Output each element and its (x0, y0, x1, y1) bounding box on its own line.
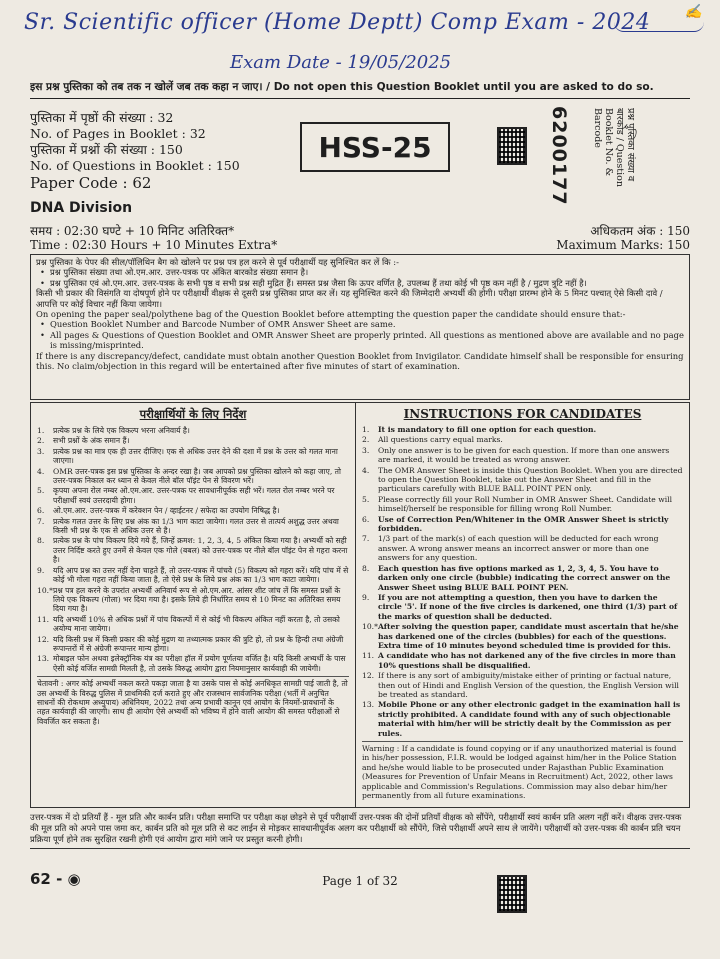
instruction-text: Use of Correction Pen/Whitener in the OMR Answer Sheet is strictly forbidden. (378, 514, 669, 534)
english-instruction-item (362, 700, 683, 738)
english-instruction-item (362, 425, 683, 434)
instruction-number: 1. (362, 425, 370, 434)
instruction-text: यदि अभ्यर्थी 10% से अधिक प्रश्नों में पांच विकल्पों में से कोई भी विकल्प अंकित नहीं करता है, तो उसको अयोग्य माना जायेगा। (53, 614, 340, 634)
instruction-text: The OMR Answer Sheet is inside this Question Booklet. When you are directed to open the Question Booklet, take out the Answer Sheet and fill in the particulars carefully with BLUE BALL POINT PEN only. (378, 465, 683, 494)
booklet-serial-number: 6200177 (548, 106, 570, 206)
instruction-text: यदि आप प्रश्न का उत्तर नहीं देना चाहते हैं, तो उत्तर-पत्रक में पांचवे (5) विकल्प को गहरा करें। यदि पांच में से कोई भी गोला गहरा नहीं किया जाता है, तो ऐसे प्रश्न के लिये प्रश्न अंक का 1/3 भाग काटा जायेगा। (53, 565, 349, 585)
hindi-instruction-item (37, 506, 349, 515)
instruction-text: After solving the question paper, candidate must ascertain that he/she has darkened one of the circles (bubbles) for each of the questions. Extra time of 10 minutes beyond scheduled time is provided for this. (378, 622, 679, 650)
instruction-number: 8. (362, 563, 370, 573)
english-instruction-item (362, 593, 683, 621)
signature-underline (614, 22, 704, 32)
instruction-number: 7. (37, 516, 45, 526)
do-not-open-notice: इस प्रश्न पुस्तिका को तब तक न खोलें जब तक कहा न जाए। / Do not open this Question Booklet until you are asked to do so. (30, 80, 690, 99)
hindi-instruction-item (37, 467, 349, 486)
paper-code: Paper Code : 62 (30, 174, 152, 192)
time-hindi: समय : 02:30 घण्टे + 10 मिनिट अतिरिक्त* (30, 224, 235, 238)
english-instruction-item (362, 651, 683, 670)
time-hindi-row (30, 222, 690, 239)
instruction-text: Please correctly fill your Roll Number in OMR Answer Sheet. Candidate will himself/herself be responsible for filling wrong Roll Number. (378, 494, 672, 514)
pages-english: No. of Pages in Booklet : 32 (30, 126, 206, 141)
instruction-text: मोबाइल फोन अथवा इलेक्ट्रॉनिक यंत्र का परीक्षा हॉल में प्रयोग पूर्णतया वर्जित है। यदि किसी अभ्यर्थी के पास ऐसी कोई वर्जित सामग्री मिलती है, तो उसके विरुद्ध आयोग द्वारा नियमानुसार कार्यवाही की जायेगी। (53, 654, 346, 673)
barcode-icon (497, 127, 527, 165)
time-english-row (30, 238, 690, 252)
instruction-text: सभी प्रश्नों के अंक समान हैं। (53, 436, 130, 446)
hindi-instruction-item (37, 447, 349, 466)
hindi-instruction-item (37, 486, 349, 505)
instruction-number: 13. (362, 700, 375, 710)
instruction-text: प्रश्न पत्र हल करने के उपरांत अभ्यर्थी अनिवार्य रूप से ओ.एम.आर. आंसर शीट जांच लें कि समस्त प्रश्नों के लिये एक विकल्प (गोला) भर दिया गया है। इसके लिये ही निर्धारित समय से 10 मिनट का अतिरिक्त समय दिया गया है। (53, 585, 341, 614)
instruction-number: 2. (362, 435, 370, 445)
preamble-hindi-bullet-1: • प्रश्न पुस्तिका संख्या तथा ओ.एम.आर. उत्तर-पत्रक पर अंकित बारकोड संख्या समान है। (36, 267, 684, 277)
hindi-instruction-item (37, 426, 349, 435)
english-instruction-item (362, 515, 683, 534)
english-instruction-item (362, 622, 683, 650)
instruction-number: 12. (37, 634, 50, 644)
preamble-english-intro: On opening the paper seal/polythene bag of the Question Booklet before attempting the question paper the candidate should ensure that:- (36, 309, 626, 320)
hindi-instruction-item (37, 654, 349, 673)
instruction-text: It is mandatory to fill one option for each question. (378, 425, 597, 434)
instruction-number: 3. (37, 446, 45, 456)
instruction-number: 13. (37, 654, 50, 664)
hindi-instructions-title: परीक्षार्थियों के लिए निर्देश (139, 407, 247, 421)
hindi-instruction-item (37, 586, 349, 614)
english-instructions-title: INSTRUCTIONS FOR CANDIDATES (403, 407, 642, 421)
instruction-number: 6. (37, 506, 45, 516)
english-instruction-item (362, 671, 683, 699)
hindi-instruction-item (37, 615, 349, 634)
preamble-hindi-intro: प्रश्न पुस्तिका के पेपर की सील/पॉलिथिन बैग को खोलने पर प्रश्न पत्र हल करने से पूर्व परीक्षार्थी यह सुनिश्चित कर लें कि :- (36, 257, 399, 267)
max-marks-english: Maximum Marks: 150 (556, 238, 690, 252)
handwritten-exam-date: Exam Date - 19/05/2025 (230, 52, 452, 73)
instruction-text: प्रत्येक प्रश्न के लिये एक विकल्प भरना अनिवार्य है। (53, 426, 190, 435)
english-instruction-item (362, 534, 683, 562)
hindi-instruction-item (37, 436, 349, 445)
max-marks-hindi: अधिकतम अंक : 150 (590, 224, 690, 238)
instruction-text: If you are not attempting a question, then you have to darken the circle '5'. If none of the five circles is darkened, one third (1/3) part of the marks of question shall be deducted. (378, 592, 678, 621)
instruction-text: यदि किसी प्रश्न में किसी प्रकार की कोई मुद्रण या तथ्यात्मक प्रकार की त्रुटि हो, तो प्रश्न के हिन्दी तथा अंग्रेजी रूपान्तरों में से अंग्रेजी रूपान्तर मान्य होगा। (53, 634, 344, 653)
instruction-number: 6. (362, 514, 370, 524)
instruction-number: 11. (37, 614, 50, 624)
instruction-text: A candidate who has not darkened any of the five circles in more than 10% questions shall be disqualified. (378, 651, 676, 670)
instruction-text: प्रत्येक प्रश्न का मात्र एक ही उत्तर दीजिए। एक से अधिक उत्तर देने की दशा में प्रश्न के उत्तर को गलत माना जाएगा। (53, 446, 338, 466)
instruction-text: Only one answer is to be given for each question. If more than one answers are marked, it would be treated as wrong answer. (378, 445, 670, 465)
preamble-english-bullet-1: • Question Booklet Number and Barcode Number of OMR Answer Sheet are same. (36, 319, 684, 329)
instruction-number: 9. (362, 592, 370, 602)
subject-code-box: HSS-25 (300, 122, 450, 172)
instruction-number: 10.* (37, 585, 53, 595)
preamble-box (30, 254, 690, 400)
page-number: Page 1 of 32 (322, 874, 398, 888)
instruction-number: 5. (362, 494, 370, 504)
time-english: Time : 02:30 Hours + 10 Minutes Extra* (30, 238, 278, 252)
handwritten-signature: ✍ (684, 4, 702, 20)
english-instructions-list (362, 425, 683, 738)
instruction-number: 10.* (362, 622, 378, 632)
english-instruction-item (362, 446, 683, 465)
instruction-text: OMR उत्तर-पत्रक इस प्रश्न पुस्तिका के अन्दर रखा है। जब आपको प्रश्न पुस्तिका खोलने को कहा जाए, तो उत्तर-पत्रक निकाल कर ध्यान से केवल नीले बॉल पॉइंट पेन से विवरण भरें। (53, 466, 341, 486)
booklet-info (30, 110, 240, 191)
instruction-number: 11. (362, 651, 375, 661)
questions-english: No. of Questions in Booklet : 150 (30, 158, 240, 173)
hindi-instruction-item (37, 635, 349, 654)
preamble-hindi-note: किसी भी प्रकार की विसंगति या दोषपूर्ण होने पर परीक्षार्थी वीक्षक से दूसरी प्रश्न पुस्तिका प्राप्त कर लें। यह सुनिश्चित करने की जिम्मेदारी अभ्यर्थी की होगी। परीक्षा प्रारम्भ होने के 5 मिनट पश्चात् ऐसे किसी दावे / आपत्ति पर कोई विचार नहीं किया जायेगा। (36, 288, 663, 309)
instruction-number: 8. (37, 536, 45, 546)
hindi-warning: चेतावनी : अगर कोई अभ्यर्थी नकल करते पकड़ा जाता है या उसके पास से कोई अनधिकृत सामग्री पाई जाती है, तो उस अभ्यर्थी के विरुद्ध पुलिस में प्राथमिकी दर्ज कराते हुए और राजस्थान सार्वजनिक परीक्षा (भर्ती में अनुचित साधनों की रोकथाम अध्युपाय) अधिनियम, 2022 तथा अन्य प्रभावी कानून एवं आयोग के नियमों-प्रावधानों के तहत कार्यवाही की जाएगी। साथ ही आयोग ऐसे अभ्यर्थी को भविष्य में होने वाली आयोग की समस्त परीक्षाओं से विवर्जित कर सकता है। (37, 676, 349, 726)
instruction-number: 2. (37, 436, 45, 446)
instructions-columns (30, 402, 690, 808)
instruction-text: प्रत्येक गलत उत्तर के लिए प्रश्न अंक का 1/3 भाग काटा जायेगा। गलत उत्तर से तात्पर्य अशुद्ध उत्तर अथवा किसी भी प्रश्न के एक से अधिक उत्तर से है। (53, 516, 339, 536)
questions-hindi: पुस्तिका में प्रश्नों की संख्या : 150 (30, 142, 183, 157)
booklet-number-label: प्रश्न पुस्तिका संख्या व बारकोड / Question Booklet No. & Barcode (592, 108, 636, 187)
english-warning: Warning : If a candidate is found copying or if any unauthorized material is found in his/her possession, F.I.R. would be lodged against him/her in the Police Station and he/she would liable to be prosecuted under Rajasthan Public Examination (Measures for Prevention of Unfair Means in Recruitment) Act, 2022, other laws applicable and Commission's Regulations. Commission may also debar him/her permanently from all future examinations. (362, 741, 683, 800)
handwritten-exam-title: Sr. Scientific officer (Home Deptt) Comp Exam - 2024 (24, 10, 651, 35)
instruction-number: 1. (37, 426, 45, 435)
hindi-instruction-item (37, 566, 349, 585)
english-instruction-item (362, 466, 683, 494)
instruction-number: 3. (362, 445, 370, 455)
english-instruction-item (362, 435, 683, 444)
hindi-instructions-list (37, 426, 349, 673)
instruction-number: 7. (362, 534, 370, 544)
instruction-number: 4. (362, 465, 370, 475)
instruction-text: Mobile Phone or any other electronic gadget in the examination hall is strictly prohibited. A candidate found with any of such objectionable material with him/her will be strictly dealt by the Commission as per rules. (378, 700, 681, 738)
instruction-text: प्रत्येक प्रश्न के पांच विकल्प दिये गये हैं, जिन्हें क्रमश: 1, 2, 3, 4, 5 अंकित किया गया है। अभ्यर्थी को सही उत्तर निर्दिष्ट करते हुए उनमें से केवल एक गोले (बबल) को उत्तर-पत्रक पर नीले बॉल पॉइंट पेन से गहरा करना है। (53, 536, 348, 565)
instruction-text: All questions carry equal marks. (378, 435, 503, 445)
instruction-number: 9. (37, 565, 45, 575)
instruction-number: 4. (37, 466, 45, 476)
english-instruction-item (362, 495, 683, 514)
preamble-hindi-bullet-2: • प्रश्न पुस्तिका एवं ओ.एम.आर. उत्तर-पत्रक के सभी पृष्ठ व सभी प्रश्न सही मुद्रित हैं। समस्त प्रश्न जैसा कि ऊपर वर्णित है, उपलब्ध हैं तथा कोई भी पृष्ठ कम नहीं है / मुद्रण त्रुटि नहीं है। (36, 278, 684, 288)
preamble-english-bullet-2: • All pages & Questions of Question Booklet and OMR Answer Sheet are properly printed. All questions as mentioned above are available and no page is missing/misprinted. (36, 330, 684, 351)
division-title: DNA Division (30, 200, 133, 216)
preamble-english-note: If there is any discrepancy/defect, candidate must obtain another Question Booklet from Invigilator. Candidate himself shall be responsible for ensuring this. No claim/objection in this regard will be entertained after five minutes of start of examination. (36, 350, 684, 372)
hindi-instruction-item (37, 517, 349, 536)
bottom-barcode-icon (497, 875, 527, 913)
pages-hindi: पुस्तिका में पृष्ठों की संख्या : 32 (30, 110, 174, 125)
hindi-instructions (31, 403, 356, 807)
instruction-number: 5. (37, 486, 45, 496)
carbon-copy-note: उत्तर-पत्रक में दो प्रतियाँ हैं - मूल प्रति और कार्बन प्रति। परीक्षा समाप्ति पर परीक्षा कक्ष छोड़ने से पूर्व परीक्षार्थी उत्तर-पत्रक की दोनों प्रतियाँ वीक्षक को सौंपेंगे, परीक्षार्थी स्वयं कार्बन प्रति अलग नहीं करें। वीक्षक उत्तर-पत्रक की मूल प्रति को अपने पास जमा कर, कार्बन प्रति को मूल प्रति से कट लाईन से मोड़कर सावधानीपूर्वक अलग कर परीक्षार्थी को सौंपेंगे, जिसे परीक्षार्थी अपने साथ ले जायेंगे। परीक्षार्थी को उत्तर-पत्रक की कार्बन प्रति चयन प्रक्रिया पूर्ण होने तक सुरक्षित रखनी होगी एवं आयोग द्वारा मांगे जाने पर प्रस्तुत करनी होगी। (30, 812, 690, 849)
instruction-text: If there is any sort of ambiguity/mistake either of printing or factual nature, then out of Hindi and English Version of the question, the English Version will be treated as standard. (378, 671, 679, 699)
instruction-text: ओ.एम.आर. उत्तर-पत्रक में करेक्शन पेन / व्हाईटनर / सफेदा का उपयोग निषिद्ध है। (53, 506, 280, 516)
instruction-text: Each question has five options marked as 1, 2, 3, 4, 5. You have to darken only one circle (bubble) indicating the correct answer on the Answer Sheet using BLUE BALL POINT PEN. (378, 563, 671, 592)
english-instruction-item (362, 564, 683, 592)
english-instructions (356, 403, 689, 807)
paper-number: 62 - ◉ (30, 870, 81, 888)
instruction-text: कृपया अपना रोल नम्बर ओ.एम.आर. उत्तर-पत्रक पर सावधानीपूर्वक सही भरें। गलत रोल नम्बर भरने पर परीक्षार्थी स्वयं उत्तरदायी होगा। (53, 486, 335, 505)
hindi-instruction-item (37, 536, 349, 564)
instruction-text: 1/3 part of the mark(s) of each question will be deducted for each wrong answer. A wrong answer means an incorrect answer or more than one answers for any question. (378, 534, 659, 563)
instruction-number: 12. (362, 671, 375, 681)
